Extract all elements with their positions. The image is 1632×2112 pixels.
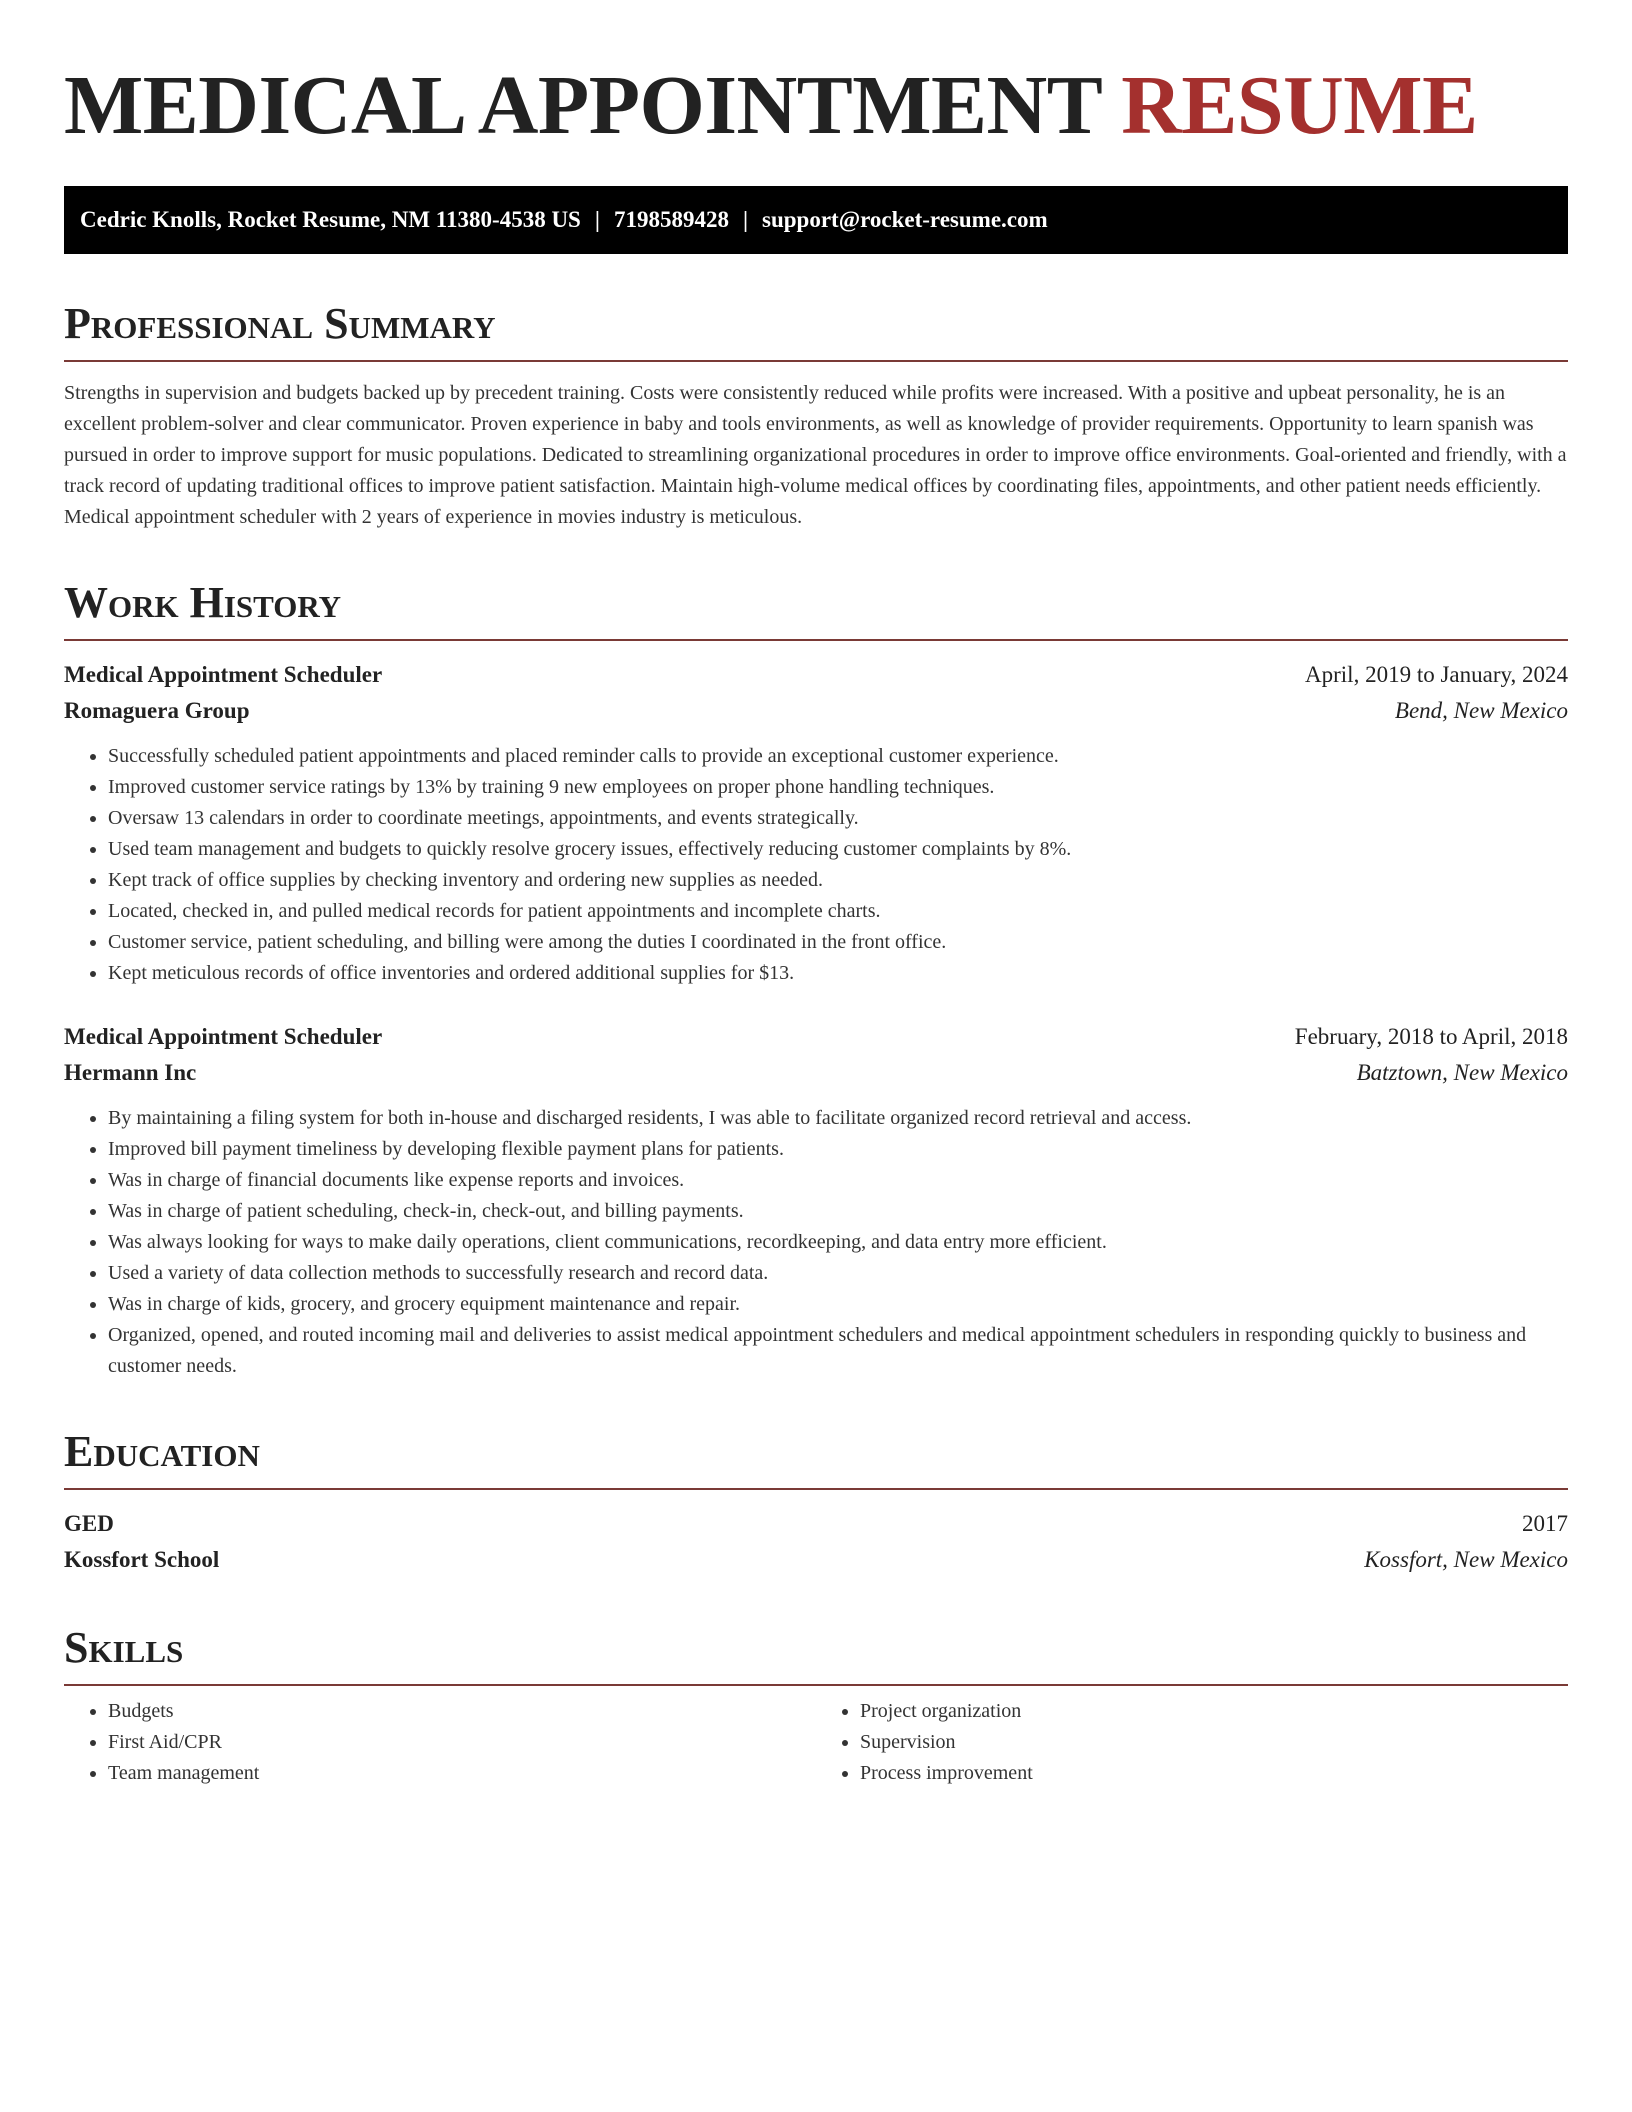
- list-item: • By maintaining a filing system for both in-house and discharged residents, I was able to facilitate organized record retrieval and access.: [108, 1103, 1568, 1134]
- section-heading: Skills: [64, 1622, 1568, 1686]
- education-year: 2017: [1522, 1511, 1568, 1536]
- contact-separator: |: [594, 207, 600, 232]
- job-header-row: [64, 657, 1568, 693]
- job-company-row: [64, 1055, 1568, 1091]
- list-item: • Was in charge of financial documents like expense reports and invoices.: [108, 1165, 1568, 1196]
- summary-text: Strengths in supervision and budgets backed up by precedent training. Costs were consistently reduced while profits were increased. With a positive and upbeat personality, he is an excellent problem-solver and clear communicator. Proven experience in baby and tools environments, as well as knowledge of provider requirements. Opportunity to learn spanish was pursued in order to improve support for music populations. Dedicated to streamlining organizational procedures in order to improve office environments. Goal-oriented and friendly, with a track record of updating traditional offices to improve patient satisfaction. Maintain high-volume medical offices by coordinating files, appointments, and other patient needs efficiently. Medical appointment scheduler with 2 years of experience in movies industry is meticulous.: [64, 382, 1567, 528]
- section-heading: Education: [64, 1426, 1568, 1490]
- work-history-section: [64, 577, 1568, 1382]
- skills-column-left: [64, 1696, 816, 1789]
- job-bullets: [64, 1103, 1568, 1382]
- skill-item: • Project organization: [860, 1696, 1568, 1727]
- job-location: Bend, New Mexico: [1394, 698, 1568, 723]
- skill-item: • Budgets: [108, 1696, 816, 1727]
- education-degree: GED: [64, 1511, 114, 1536]
- list-item: • Kept track of office supplies by checking inventory and ordering new supplies as needed.: [108, 865, 1568, 896]
- job-dates: April, 2019 to January, 2024: [1305, 662, 1568, 687]
- job-dates: February, 2018 to April, 2018: [1294, 1024, 1568, 1049]
- job-entry: [64, 1019, 1568, 1382]
- job-header-row: [64, 1019, 1568, 1055]
- skills-grid: [64, 1696, 1568, 1789]
- education-section: [64, 1426, 1568, 1578]
- contact-email: support@rocket-resume.com: [762, 207, 1048, 232]
- skill-item: • First Aid/CPR: [108, 1727, 816, 1758]
- job-company-row: [64, 693, 1568, 729]
- list-item: • Customer service, patient scheduling, and billing were among the duties I coordinated in the front office.: [108, 927, 1568, 958]
- education-entry: [64, 1506, 1568, 1578]
- skill-item: • Supervision: [860, 1727, 1568, 1758]
- education-degree-row: [64, 1506, 1568, 1542]
- list-item: • Located, checked in, and pulled medical records for patient appointments and incomplete charts.: [108, 896, 1568, 927]
- list-item: • Oversaw 13 calendars in order to coordinate meetings, appointments, and events strategically.: [108, 803, 1568, 834]
- list-item: • Used a variety of data collection methods to successfully research and record data.: [108, 1258, 1568, 1289]
- skill-item: • Process improvement: [860, 1758, 1568, 1789]
- contact-phone: 7198589428: [613, 207, 729, 232]
- job-location: Batztown, New Mexico: [1356, 1060, 1568, 1085]
- list-item: • Organized, opened, and routed incoming mail and deliveries to assist medical appointment schedulers and medical appointment schedulers in responding quickly to business and customer needs.: [108, 1320, 1568, 1382]
- list-item: • Improved bill payment timeliness by developing flexible payment plans for patients.: [108, 1134, 1568, 1165]
- contact-separator: |: [742, 207, 749, 232]
- contact-bar: [64, 186, 1568, 254]
- title-main: MEDICAL APPOINTMENT: [64, 59, 1101, 152]
- list-item: • Kept meticulous records of office inventories and ordered additional supplies for $13.: [108, 958, 1568, 989]
- list-item: • Was in charge of patient scheduling, check-in, check-out, and billing payments.: [108, 1196, 1568, 1227]
- job-title: Medical Appointment Scheduler: [64, 1024, 383, 1049]
- page-title: [64, 0, 1568, 156]
- education-school: Kossfort School: [64, 1547, 220, 1572]
- list-item: • Improved customer service ratings by 13% by training 9 new employees on proper phone handling techniques.: [108, 772, 1568, 803]
- title-accent: RESUME: [1121, 59, 1478, 152]
- job-company: Hermann Inc: [64, 1060, 197, 1085]
- job-bullets: [64, 741, 1568, 989]
- list-item: • Was always looking for ways to make daily operations, client communications, recordkeeping, and data entry more efficient.: [108, 1227, 1568, 1258]
- skills-section: [64, 1622, 1568, 1789]
- education-location: Kossfort, New Mexico: [1364, 1547, 1568, 1572]
- job-company: Romaguera Group: [64, 698, 250, 723]
- contact-address: Cedric Knolls, Rocket Resume, NM 11380-4538 US: [80, 207, 581, 232]
- list-item: • Successfully scheduled patient appointments and placed reminder calls to provide an exceptional customer experience.: [108, 741, 1568, 772]
- skill-item: • Team management: [108, 1758, 816, 1789]
- list-item: • Was in charge of kids, grocery, and grocery equipment maintenance and repair.: [108, 1289, 1568, 1320]
- summary-section: [64, 298, 1568, 533]
- job-title: Medical Appointment Scheduler: [64, 662, 383, 687]
- list-item: • Used team management and budgets to quickly resolve grocery issues, effectively reducing customer complaints by 8%.: [108, 834, 1568, 865]
- skills-column-right: [816, 1696, 1568, 1789]
- section-heading: Professional Summary: [64, 298, 1568, 362]
- job-entry: [64, 657, 1568, 989]
- section-heading: Work History: [64, 577, 1568, 641]
- education-school-row: [64, 1542, 1568, 1578]
